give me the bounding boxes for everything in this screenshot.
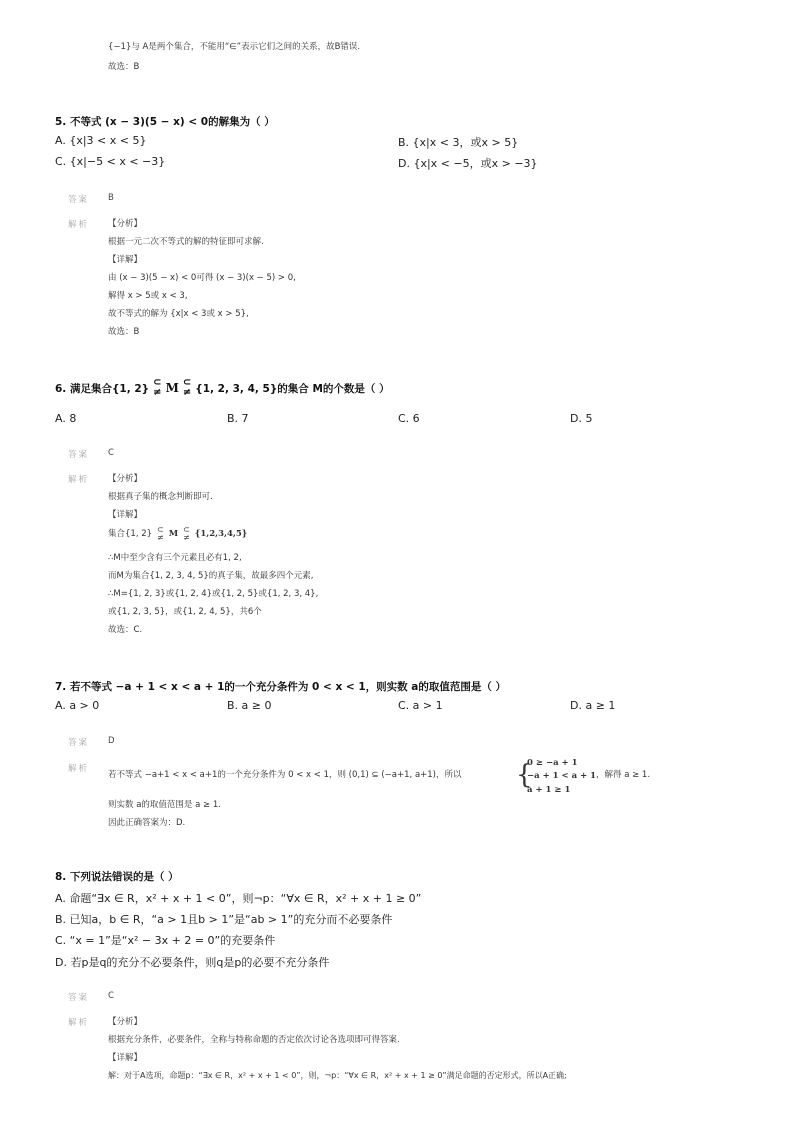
subset-top: ⊂ xyxy=(157,525,164,534)
q6-analysis-line: ∴M中至少含有三个元素且必有1, 2, xyxy=(108,553,242,563)
q5-analysis-line: 【分析】 xyxy=(108,219,143,229)
subset-bottom: ≠ xyxy=(153,387,162,398)
q5-option-a: A. {x|3 < x < 5} xyxy=(55,134,147,147)
q7-analysis-label: 解析 xyxy=(68,764,90,774)
q7-system-line: −a + 1 < a + 1 xyxy=(527,771,597,781)
q5-analysis-line: 由 (x − 3)(5 − x) < 0可得 (x − 3)(x − 5) > 0, xyxy=(108,273,296,283)
q6-analysis-line: 而M为集合{1, 2, 3, 4, 5}的真子集，故最多四个元素, xyxy=(108,571,314,581)
q5-analysis-line: 【详解】 xyxy=(108,255,143,265)
q5-option-b: B. {x|x < 3，或x > 5} xyxy=(398,136,519,149)
q8-analysis-line: 【详解】 xyxy=(108,1053,143,1063)
q8-answer-value: C xyxy=(108,991,114,1001)
q7-system-line: a + 1 ≥ 1 xyxy=(527,785,571,795)
q8-option-b: B. 已知a，b ∈ R，“a > 1且b > 1”是“ab > 1”的充分而不必要条件 xyxy=(55,913,393,926)
q7-analysis-line: 则实数 a的取值范围是 a ≥ 1. xyxy=(108,800,221,810)
subset-top: ⊂ xyxy=(182,377,192,388)
q8-analysis-line: 【分析】 xyxy=(108,1017,143,1027)
q6-analysis-line: 【分析】 xyxy=(108,474,143,484)
q6-set-m: M xyxy=(168,529,179,539)
proper-subset-symbol xyxy=(153,378,161,398)
q7-answer-label: 答案 xyxy=(68,738,90,748)
q6-analysis-line: ∴M={1, 2, 3}或{1, 2, 4}或{1, 2, 5}或{1, 2, 3, 4}, xyxy=(108,589,319,599)
q8-analysis-line: 根据充分条件，必要条件，全称与特称命题的否定依次讨论各选项即可得答案. xyxy=(108,1035,400,1045)
q6-answer-label: 答案 xyxy=(68,450,90,460)
q5-analysis-line: 根据一元二次不等式的解的特征即可求解. xyxy=(108,237,264,247)
q6-stem-set-m: M xyxy=(165,381,179,395)
q8-analysis-label: 解析 xyxy=(68,1018,90,1028)
q7-option-a: A. a > 0 xyxy=(55,699,100,712)
q6-answer-value: C xyxy=(108,448,114,458)
q7-analysis-tail: ，解得 a ≥ 1. xyxy=(596,770,651,780)
q8-analysis-line: 解：对于A选项，命题p：“∃x ∈ R，x² + x + 1 < 0”，则，¬p：“∀x ∈ R，x² + x + 1 ≥ 0”满足命题的否定形式，所以A正确; xyxy=(108,1071,567,1080)
q5-analysis-label: 解析 xyxy=(68,220,90,230)
proper-subset-symbol xyxy=(183,378,191,398)
proper-subset-symbol xyxy=(183,526,190,542)
q7-option-d: D. a ≥ 1 xyxy=(570,699,616,712)
q6-option-d: D. 5 xyxy=(570,412,593,425)
q6-option-b: B. 7 xyxy=(227,412,249,425)
q6-analysis-line: 故选：C. xyxy=(108,625,143,635)
q6-option-c: C. 6 xyxy=(398,412,420,425)
q8-option-a: A. 命题“∃x ∈ R，x² + x + 1 < 0”，则¬p：“∀x ∈ R，x² + x + 1 ≥ 0” xyxy=(55,892,422,905)
q6-subset-line xyxy=(108,526,247,542)
q7-analysis-line: 若不等式 −a+1 < x < a+1的一个充分条件为 0 < x < 1，则 (0,1) ⊆ (−a+1, a+1)，所以 xyxy=(108,770,462,780)
q6-set-full: {1,2,3,4,5} xyxy=(194,529,248,539)
q5-analysis-line: 故不等式的解为 {x|x < 3或 x > 5}, xyxy=(108,309,249,319)
subset-bottom: ≠ xyxy=(157,533,164,542)
subset-top: ⊂ xyxy=(183,525,190,534)
question-6-stem xyxy=(55,378,390,398)
q5-option-c: C. {x|−5 < x < −3} xyxy=(55,155,166,168)
q5-answer-label: 答案 xyxy=(68,195,90,205)
q5-analysis-line: 解得 x > 5或 x < 3, xyxy=(108,291,188,301)
q5-analysis-line: 故选：B xyxy=(108,327,140,337)
question-8-stem: 8. 下列说法错误的是（ ） xyxy=(55,871,179,883)
q6-analysis-line: 【详解】 xyxy=(108,510,143,520)
q7-option-b: B. a ≥ 0 xyxy=(227,699,272,712)
subset-bottom: ≠ xyxy=(182,387,192,398)
prev-explanation-line: {−1}与 A是两个集合，不能用“∈”表示它们之间的关系，故B错误. xyxy=(108,42,361,52)
q6-stem-suffix: {1, 2, 3, 4, 5}的集合 M的个数是（ ） xyxy=(195,382,390,395)
q5-answer-value: B xyxy=(108,193,114,203)
q6-analysis-line: 或{1, 2, 3, 5}，或{1, 2, 4, 5}，共6个 xyxy=(108,607,262,617)
q8-option-d: D. 若p是q的充分不必要条件，则q是p的必要不充分条件 xyxy=(55,956,330,969)
subset-bottom: ≠ xyxy=(183,533,190,542)
q7-analysis-line: 因此正确答案为：D. xyxy=(108,818,186,828)
question-7-stem: 7. 若不等式 −a + 1 < x < a + 1的一个充分条件为 0 < x < 1，则实数 a的取值范围是（ ） xyxy=(55,681,507,693)
q6-set-prefix: 集合{1, 2} xyxy=(108,529,153,539)
system-brace: { xyxy=(516,760,533,790)
prev-conclusion-line: 故选：B xyxy=(108,62,140,72)
q5-option-d: D. {x|x < −5，或x > −3} xyxy=(398,157,538,170)
q8-option-c: C. “x = 1”是“x² − 3x + 2 = 0”的充要条件 xyxy=(55,934,276,947)
q7-option-c: C. a > 1 xyxy=(398,699,443,712)
q6-stem-prefix: 6. 满足集合{1, 2} xyxy=(55,382,150,395)
q8-answer-label: 答案 xyxy=(68,993,90,1003)
q7-answer-value: D xyxy=(108,736,115,746)
question-5-stem: 5. 不等式 (x − 3)(5 − x) < 0的解集为（ ） xyxy=(55,116,275,128)
q7-system-line: 0 ≥ −a + 1 xyxy=(527,758,578,768)
subset-top: ⊂ xyxy=(153,377,162,388)
q6-option-a: A. 8 xyxy=(55,412,77,425)
proper-subset-symbol xyxy=(157,526,164,542)
q6-analysis-line: 根据真子集的概念判断即可. xyxy=(108,492,213,502)
q6-analysis-label: 解析 xyxy=(68,475,90,485)
